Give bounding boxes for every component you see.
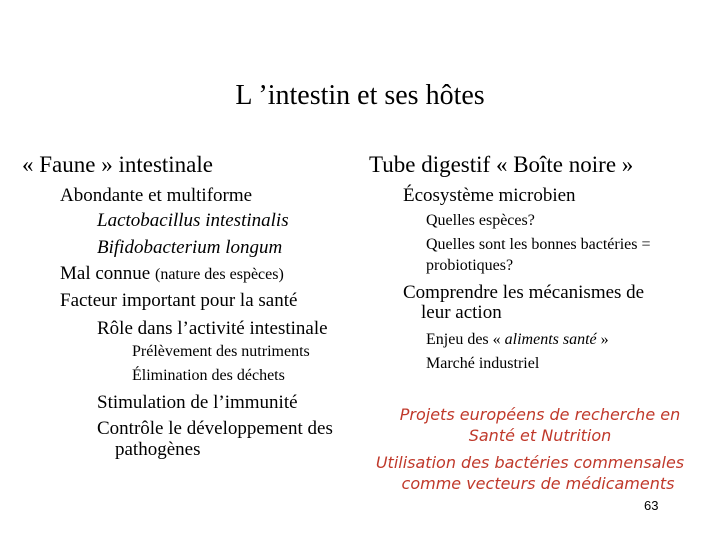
left-item-little-known-main: Mal connue xyxy=(60,263,155,284)
right-heading: Tube digestif « Boîte noire » xyxy=(369,152,634,177)
right-subitem-good-bacteria-cont: probiotiques? xyxy=(426,257,514,274)
left-item-little-known-note: (nature des espèces) xyxy=(154,266,284,283)
left-item-health-factor: Facteur important pour la santé xyxy=(60,290,298,311)
right-item-mechanisms: Comprendre les mécanismes de xyxy=(403,282,645,303)
left-subitem-pathogen-control-cont: pathogènes xyxy=(115,439,201,460)
left-item-abundance: Abondante et multiforme xyxy=(60,185,253,206)
left-subsubitem-waste: Élimination des déchets xyxy=(132,367,285,384)
highlight-projects-line2: Santé et Nutrition xyxy=(468,426,612,445)
slide-title: L ’intestin et ses hôtes xyxy=(235,80,485,111)
left-subsubitem-nutrients: Prélèvement des nutriments xyxy=(132,343,310,360)
right-subitem-which-species: Quelles espèces? xyxy=(426,212,535,229)
highlight-commensal-line2: comme vecteurs de médicaments xyxy=(401,474,675,493)
right-item-ecosystem: Écosystème microbien xyxy=(403,185,576,206)
right-item-mechanisms-cont: leur action xyxy=(421,302,502,323)
left-heading: « Faune » intestinale xyxy=(22,152,213,177)
left-item-little-known xyxy=(60,263,284,285)
left-subitem-pathogen-control: Contrôle le développement des xyxy=(97,418,333,439)
right-subitem-good-bacteria: Quelles sont les bonnes bactéries = xyxy=(426,236,651,253)
left-species-lactobacillus: Lactobacillus intestinalis xyxy=(97,210,289,231)
left-subitem-intestinal-role: Rôle dans l’activité intestinale xyxy=(97,318,328,339)
right-subitem-health-foods-italic: aliments santé xyxy=(504,331,597,348)
right-subitem-health-foods-prefix: Enjeu des « xyxy=(426,331,505,348)
right-subitem-health-foods xyxy=(426,331,609,349)
left-species-bifidobacterium: Bifidobacterium longum xyxy=(97,237,283,258)
highlight-commensal-line1: Utilisation des bactéries commensales xyxy=(375,453,685,472)
right-subitem-health-foods-suffix: » xyxy=(596,331,609,348)
right-subitem-market: Marché industriel xyxy=(426,355,540,372)
left-subitem-immunity: Stimulation de l’immunité xyxy=(97,392,298,413)
highlight-projects-line1: Projets européens de recherche en xyxy=(399,405,681,424)
page-number: 63 xyxy=(644,498,659,513)
